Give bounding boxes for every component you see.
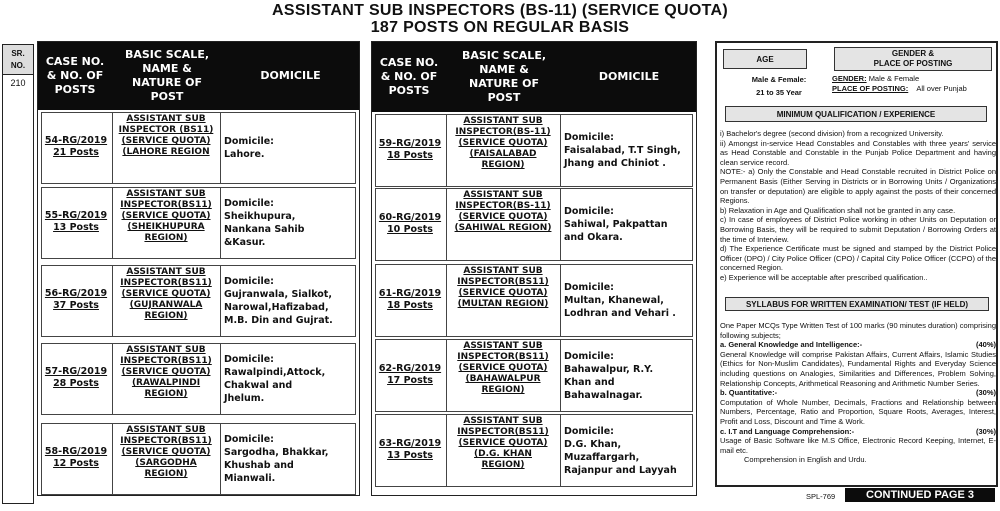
domicile-line: Domicile:: [564, 206, 614, 217]
domicile-text: [564, 281, 690, 320]
post-scale-line: ASSISTANT SUB: [126, 114, 206, 124]
subject-c-percent: (30%): [975, 426, 996, 436]
domicile-line: Rajanpur and Layyah: [564, 464, 677, 476]
posts-count: 17 Posts: [387, 374, 433, 386]
domicile-line: Multan, Khanewal,: [564, 295, 664, 306]
subject-a-percent: (40%): [975, 340, 996, 350]
case-number-value: 56-RG/2019: [44, 288, 108, 299]
domicile-line: Lodhran and Vehari .: [564, 308, 676, 319]
domicile-text: [564, 131, 690, 170]
case-number-value: 58-RG/2019: [44, 446, 108, 457]
domicile-text: [564, 350, 690, 402]
post-scale-line: INSPECTOR(BS11): [457, 427, 549, 437]
post-scale: [447, 116, 559, 171]
header-basic-scale-line-3: NATURE OF: [469, 77, 539, 90]
post-scale: [447, 190, 559, 234]
domicile-line: Sargodha, Bhakkar,: [224, 447, 329, 458]
post-scale-line: REGION): [144, 469, 188, 479]
domicile-line: Mianwali.: [224, 473, 276, 484]
domicile-line: Sahiwal, Pakpattan: [564, 219, 668, 230]
domicile-line: Rawalpindi,Attock,: [224, 367, 326, 378]
post-scale: [113, 189, 219, 244]
column-divider: [220, 265, 221, 337]
case-number: [42, 210, 110, 234]
post-scale-line: INSPECTOR(BS-11): [455, 201, 551, 211]
domicile-text: [224, 433, 353, 485]
post-scale-line: (SERVICE QUOTA): [458, 212, 548, 222]
domicile-text: [564, 425, 690, 477]
post-scale-line: (D.G. KHAN: [474, 449, 532, 459]
subject-a-title: a. General Knowledge and Intelligence:-: [720, 340, 863, 350]
qualification-item: e) Experience will be acceptable after prescribed qualification..: [720, 272, 928, 282]
domicile-line: Bahawalnagar.: [564, 389, 643, 401]
domicile-line: Domicile:: [224, 136, 274, 147]
domicile-text: [224, 197, 353, 249]
post-scale-line: (SERVICE QUOTA): [121, 447, 211, 457]
subject-b-text: Computation of Whole Number, Decimals, Fractions and Relationship between Numbers, Percentage, Ratio and Proportion, Square Roots, Averages, Interest, Profit and Loss, Discount and Time & Work.: [720, 397, 996, 426]
header-case-no-line-3: POSTS: [388, 84, 430, 97]
subject-c-text: Usage of Basic Software like M.S Office, Electronic Record Keeping, Internet, E-mail etc.: [720, 436, 996, 455]
posts-table-right: [371, 41, 697, 496]
post-scale-line: (GUJRANWALA: [129, 300, 203, 310]
gender-text: Male & Female: [868, 74, 920, 83]
domicile-line: Faisalabad, T.T Singh,: [564, 145, 681, 156]
domicile-line: Narowal,Hafizabad,: [224, 302, 329, 313]
domicile-line: Muzaffargarh,: [564, 451, 640, 463]
domicile-line: Domicile:: [224, 276, 274, 287]
posts-count: 21 Posts: [53, 147, 99, 158]
domicile-line: Sheikhupura,: [224, 211, 296, 222]
gender-value: [832, 74, 997, 94]
gender-header-line2: PLACE OF POSTING: [873, 59, 953, 68]
domicile-line: Jhelum.: [224, 393, 265, 404]
qualification-item: d) The Experience Certificate must be signed and stamped by the District Police Officer (DPO) / City Police Officer (CPO) / Capital City Police Officer (CCPO) of the concerned Region.: [720, 244, 996, 273]
domicile-line: Domicile:: [564, 425, 614, 437]
posts-count: 12 Posts: [53, 458, 99, 469]
case-number-value: 60-RG/2019: [378, 211, 442, 223]
subject-a-text: General Knowledge will comprise Pakistan Affairs, Current Affairs, Islamic Studies (Ethics for Non-Muslim Candidates), Fundamental Rights and Everyday Science including questions on Analogies, Similarities and Differences, Problem Solving, Relationship Concepts, Arithmetical Reasoning and Arithmetic Number Series.: [720, 349, 996, 388]
post-scale-line: (BAHAWALPUR: [465, 374, 541, 384]
domicile-line: Lahore.: [224, 149, 265, 160]
post-scale-line: REGION): [144, 311, 188, 321]
domicile-text: [224, 135, 353, 161]
post-scale-line: (RAWALPINDI: [131, 378, 201, 388]
serial-header-line1: SR.: [11, 49, 25, 58]
post-scale-line: ASSISTANT SUB: [126, 189, 206, 199]
qualification-item: i) Bachelor's degree (second division) from a recognized University.: [720, 129, 944, 138]
case-number: [376, 212, 444, 236]
domicile-line: Bahawalpur, R.Y.: [564, 363, 654, 375]
subject-a: [720, 340, 996, 350]
case-number-value: 54-RG/2019: [44, 135, 108, 146]
header-basic-scale-line-2: NAME &: [142, 62, 192, 75]
domicile-line: Chakwal and: [224, 380, 293, 391]
subject-b-title: b. Quantitative:-: [720, 388, 778, 398]
column-divider: [560, 414, 561, 487]
domicile-line: Domicile:: [564, 282, 614, 293]
domicile-line: and Okara.: [564, 232, 623, 243]
page-title: [0, 2, 1000, 36]
post-scale-line: ASSISTANT SUB: [463, 116, 543, 126]
age-value-line2: 21 to 35 Year: [756, 88, 802, 97]
domicile-text: [224, 353, 353, 405]
post-scale-line: (SERVICE QUOTA): [121, 367, 211, 377]
post-scale-line: ASSISTANT SUB: [126, 345, 206, 355]
header-case-no-line-2: & NO. OF: [46, 69, 104, 82]
age-value-line1: Male & Female:: [751, 75, 807, 84]
qualification-item: ii) Amongst in-service Head Constables and Constables with three years' service as Head Constable and Constable in the Punjab Police Department and having clean service record.: [720, 138, 996, 167]
subject-b: [720, 388, 996, 398]
post-scale-line: (SERVICE QUOTA): [458, 438, 548, 448]
age-header-label: AGE: [756, 54, 774, 64]
age-value: [739, 75, 819, 98]
subject-c: [720, 427, 996, 437]
case-number: [42, 288, 110, 312]
domicile-text: [224, 275, 353, 327]
syllabus-text: [720, 321, 996, 465]
header-basic-scale-line-4: POST: [487, 91, 521, 104]
posts-count: 18 Posts: [387, 149, 433, 161]
header-case-no-line-1: CASE NO.: [45, 55, 105, 68]
qualification-item: b) Relaxation in Age and Qualification shall not be granted in any case.: [720, 205, 956, 215]
post-scale: [447, 266, 559, 310]
header-domicile-line-1: DOMICILE: [598, 70, 660, 83]
syllabus-header: [725, 297, 989, 311]
header-case-no-line-1: CASE NO.: [379, 56, 439, 69]
post-scale-line: INSPECTOR(BS11): [457, 277, 549, 287]
post-scale: [447, 341, 559, 396]
post-scale-line: (SARGODHA: [135, 458, 197, 468]
column-divider: [220, 112, 221, 184]
column-divider: [220, 423, 221, 495]
continued-banner: CONTINUED PAGE 3: [845, 488, 995, 502]
case-number: [376, 363, 444, 387]
post-scale-line: (SERVICE QUOTA): [458, 288, 548, 298]
post-scale-line: INSPECTOR (BS11): [118, 125, 214, 135]
case-number: [42, 446, 110, 470]
posts-count: 13 Posts: [387, 449, 433, 461]
post-scale-line: INSPECTOR(BS11): [120, 356, 212, 366]
header-case-no: [38, 42, 112, 110]
posting-text: All over Punjab: [916, 84, 967, 93]
post-scale-line: REGION): [481, 160, 525, 170]
post-scale-line: INSPECTOR(BS11): [120, 278, 212, 288]
domicile-line: M.B. Din and Gujrat.: [224, 315, 333, 326]
domicile-line: D.G. Khan,: [564, 438, 622, 450]
post-scale-line: (LAHORE REGION: [122, 147, 210, 157]
column-divider: [220, 187, 221, 259]
domicile-line: Gujranwala, Sialkot,: [224, 289, 332, 300]
posts-count: 10 Posts: [387, 223, 433, 235]
serial-header: [3, 45, 33, 75]
case-number: [42, 135, 110, 159]
domicile-line: &Kasur.: [224, 237, 266, 248]
case-number: [376, 438, 444, 462]
qualification-item: NOTE:- a) Only the Constable and Head Constable recruited in District Police on Permanent Basis (Either Serving in Districts or in Borrowing Units / Organizations on transfer or deputation) are eligible to apply against the posts of their concerned Regions.: [720, 167, 996, 206]
case-number: [376, 288, 444, 312]
header-basic-scale-line-3: NATURE OF: [132, 76, 202, 89]
posts-count: 28 Posts: [53, 378, 99, 389]
ad-code: SPL-769: [806, 492, 836, 501]
header-domicile-line-1: DOMICILE: [260, 69, 321, 82]
post-scale-line: INSPECTOR(BS11): [120, 436, 212, 446]
post-scale: [447, 416, 559, 471]
post-scale-line: INSPECTOR(BS-11): [455, 127, 551, 137]
post-scale-line: ASSISTANT SUB: [463, 341, 543, 351]
column-divider: [560, 264, 561, 337]
title-line-1: ASSISTANT SUB INSPECTORS (BS-11) (SERVICE QUOTA): [272, 2, 728, 19]
post-scale: [113, 267, 219, 322]
domicile-line: Nankana Sahib: [224, 224, 305, 235]
post-scale-line: ASSISTANT SUB: [463, 190, 543, 200]
syllabus-header-label: SYLLABUS FOR WRITTEN EXAMINATION/ TEST (IF HELD): [745, 299, 969, 309]
post-scale-line: (SERVICE QUOTA): [458, 363, 548, 373]
table-header: [38, 42, 359, 110]
column-divider: [560, 114, 561, 187]
post-scale-line: ASSISTANT SUB: [463, 266, 543, 276]
post-scale-line: INSPECTOR(BS11): [457, 352, 549, 362]
syllabus-intro: One Paper MCQs Type Written Test of 100 marks (90 minutes duration) comprising following subjects;: [720, 321, 996, 340]
case-number: [376, 138, 444, 162]
case-number-value: 57-RG/2019: [44, 366, 108, 377]
header-domicile: [222, 42, 359, 110]
post-scale-line: (SHEIKHUPURA: [127, 222, 205, 232]
header-domicile: [562, 42, 696, 112]
post-scale-line: (SERVICE QUOTA): [121, 211, 211, 221]
post-scale-line: ASSISTANT SUB: [463, 416, 543, 426]
posts-count: 37 Posts: [53, 300, 99, 311]
header-basic-scale-line-1: BASIC SCALE,: [461, 49, 547, 62]
subject-c-text2: Comprehension in English and Urdu.: [744, 455, 867, 465]
serial-value: 210: [10, 78, 26, 88]
domicile-line: Domicile:: [224, 354, 274, 365]
column-divider: [220, 343, 221, 415]
title-line-2: 187 POSTS ON REGULAR BASIS: [370, 19, 630, 36]
header-basic-scale-line-1: BASIC SCALE,: [124, 48, 210, 61]
domicile-line: Khushab and: [224, 460, 294, 471]
header-case-no: [372, 42, 446, 112]
posts-count: 18 Posts: [387, 299, 433, 311]
post-scale-line: ASSISTANT SUB: [126, 267, 206, 277]
domicile-line: Domicile:: [564, 350, 614, 362]
gender-label: GENDER:: [832, 74, 867, 83]
post-scale-line: ASSISTANT SUB: [126, 425, 206, 435]
posts-table-left: [37, 41, 360, 496]
posts-count: 13 Posts: [53, 222, 99, 233]
domicile-line: Domicile:: [224, 434, 274, 445]
post-scale-line: (SERVICE QUOTA): [121, 136, 211, 146]
case-number-value: 61-RG/2019: [378, 287, 442, 299]
post-scale-line: REGION): [144, 389, 188, 399]
case-number-value: 63-RG/2019: [378, 437, 442, 449]
header-case-no-line-2: & NO. OF: [380, 70, 438, 83]
post-scale-line: (FAISALABAD: [469, 149, 537, 159]
header-basic-scale-line-2: NAME &: [479, 63, 529, 76]
gender-header-line1: GENDER &: [891, 49, 935, 58]
post-scale: [113, 345, 219, 400]
subject-c-title: c. I.T and Language Comprehension:-: [720, 426, 855, 436]
gender-header: [834, 47, 992, 71]
serial-number-column: [2, 44, 34, 504]
qualification-text: [720, 129, 996, 283]
domicile-line: Khan and: [564, 376, 615, 388]
header-basic-scale-line-4: POST: [150, 90, 184, 103]
header-basic-scale: [112, 42, 222, 110]
post-scale-line: (MULTAN REGION): [457, 299, 549, 309]
qualification-header-label: MINIMUM QUALIFICATION / EXPERIENCE: [776, 109, 936, 119]
domicile-line: Domicile:: [564, 132, 614, 143]
post-scale-line: REGION): [481, 385, 525, 395]
case-number-value: 62-RG/2019: [378, 362, 442, 374]
post-scale-line: (SERVICE QUOTA): [121, 289, 211, 299]
header-case-no-line-3: POSTS: [54, 83, 96, 96]
case-number: [42, 366, 110, 390]
post-scale-line: (SAHIWAL REGION): [454, 223, 552, 233]
column-divider: [560, 339, 561, 412]
column-divider: [560, 188, 561, 261]
post-scale: [113, 114, 219, 158]
post-scale-line: REGION): [481, 460, 525, 470]
post-scale-line: REGION): [144, 233, 188, 243]
post-scale-line: (SERVICE QUOTA): [458, 138, 548, 148]
requirements-panel: [715, 41, 998, 487]
qualification-item: c) In case of employees of District Police working in other Units on Deputation or Borrowing Basis, they will be required to submit Deputation / Borrowing Orders at the time of Interview.: [720, 215, 996, 244]
posting-label: PLACE OF POSTING:: [832, 84, 909, 93]
case-number-value: 55-RG/2019: [44, 210, 108, 221]
domicile-line: Domicile:: [224, 198, 274, 209]
qualification-header: [725, 106, 987, 122]
serial-header-line2: NO.: [10, 61, 26, 70]
case-number-value: 59-RG/2019: [378, 137, 442, 149]
header-basic-scale: [446, 42, 562, 112]
domicile-text: [564, 205, 690, 244]
subject-b-percent: (30%): [975, 388, 996, 398]
age-header: [723, 49, 807, 69]
post-scale-line: INSPECTOR(BS11): [120, 200, 212, 210]
table-header: [372, 42, 696, 112]
domicile-line: Jhang and Chiniot .: [564, 158, 666, 169]
post-scale: [113, 425, 219, 480]
